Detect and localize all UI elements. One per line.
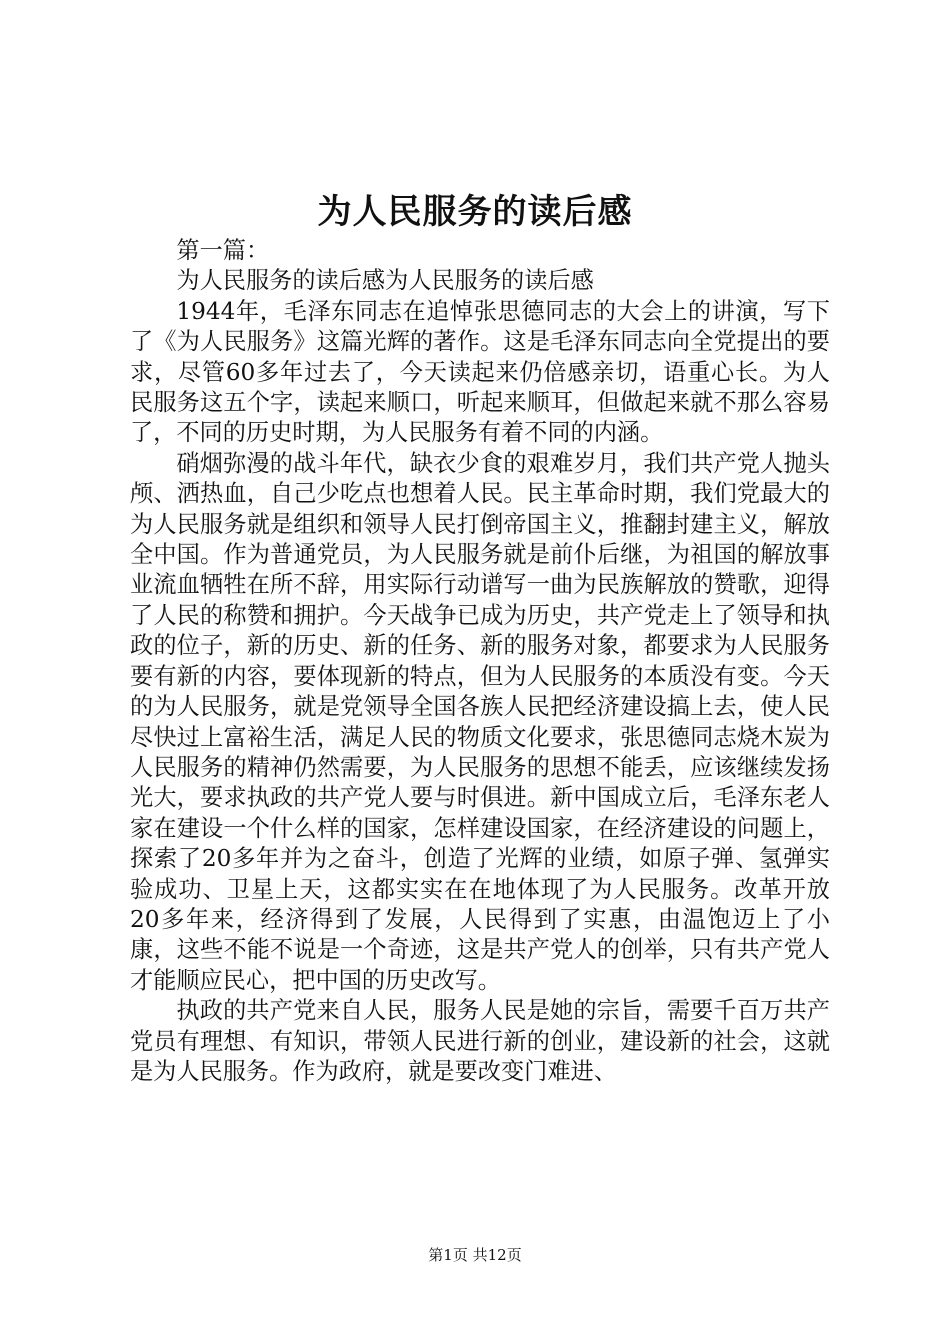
document-title: 为人民服务的读后感: [317, 192, 633, 232]
document-body: [130, 236, 830, 1087]
body-paragraph: 执政的共产党来自人民，服务人民是她的宗旨，需要千百万共产党员有理想、有知识，带领人民进行新的创业，建设新的社会，这就是为人民服务。作为政府，就是要改变门难进、: [130, 997, 830, 1085]
page-number-footer: 第1页 共12页: [428, 1246, 522, 1264]
body-paragraph: 1944年，毛泽东同志在追悼张思德同志的大会上的讲演，写下了《为人民服务》这篇光辉的著作。这是毛泽东同志向全党提出的要求，尽管60多年过去了，今天读起来仍倍感亲切，语重心长。为人民服务这五个字，读起来顺口，听起来顺耳，但做起来就不那么容易了，不同的历史时期，为人民服务有着不同的内涵。: [130, 297, 830, 447]
section-heading: 第一篇：: [176, 237, 270, 264]
body-paragraph: 硝烟弥漫的战斗年代，缺衣少食的艰难岁月，我们共产党人抛头颅、洒热血，自己少吃点也想着人民。民主革命时期，我们党最大的为人民服务就是组织和领导人民打倒帝国主义，推翻封建主义，解放全中国。作为普通党员，为人民服务就是前仆后继，为祖国的解放事业流血牺牲在所不辞，用实际行动谱写一曲为民族解放的赞歌，迎得了人民的称赞和拥护。今天战争已成为历史，共产党走上了领导和执政的位子，新的历史、新的任务、新的服务对象，都要求为人民服务要有新的内容，要体现新的特点，但为人民服务的本质没有变。今天的为人民服务，就是党领导全国各族人民把经济建设搞上去，使人民尽快过上富裕生活，满足人民的物质文化要求，张思德同志烧木炭为人民服务的精神仍然需要，为人民服务的思想不能丢，应该继续发扬光大，要求执政的共产党人要与时俱进。新中国成立后，毛泽东老人家在建设一个什么样的国家，怎样建设国家，在经济建设的问题上，探索了20多年并为之奋斗，创造了光辉的业绩，如原子弹、氢弹实验成功、卫星上天，这都实实在在地体现了为人民服务。改革开放20多年来，经济得到了发展，人民得到了实惠，由温饱迈上了小康，这些不能不说是一个奇迹，这是共产党人的创举，只有共产党人才能顺应民心，把中国的历史改写。: [130, 449, 830, 994]
subtitle-paragraph: 为人民服务的读后感为人民服务的读后感: [176, 267, 594, 295]
